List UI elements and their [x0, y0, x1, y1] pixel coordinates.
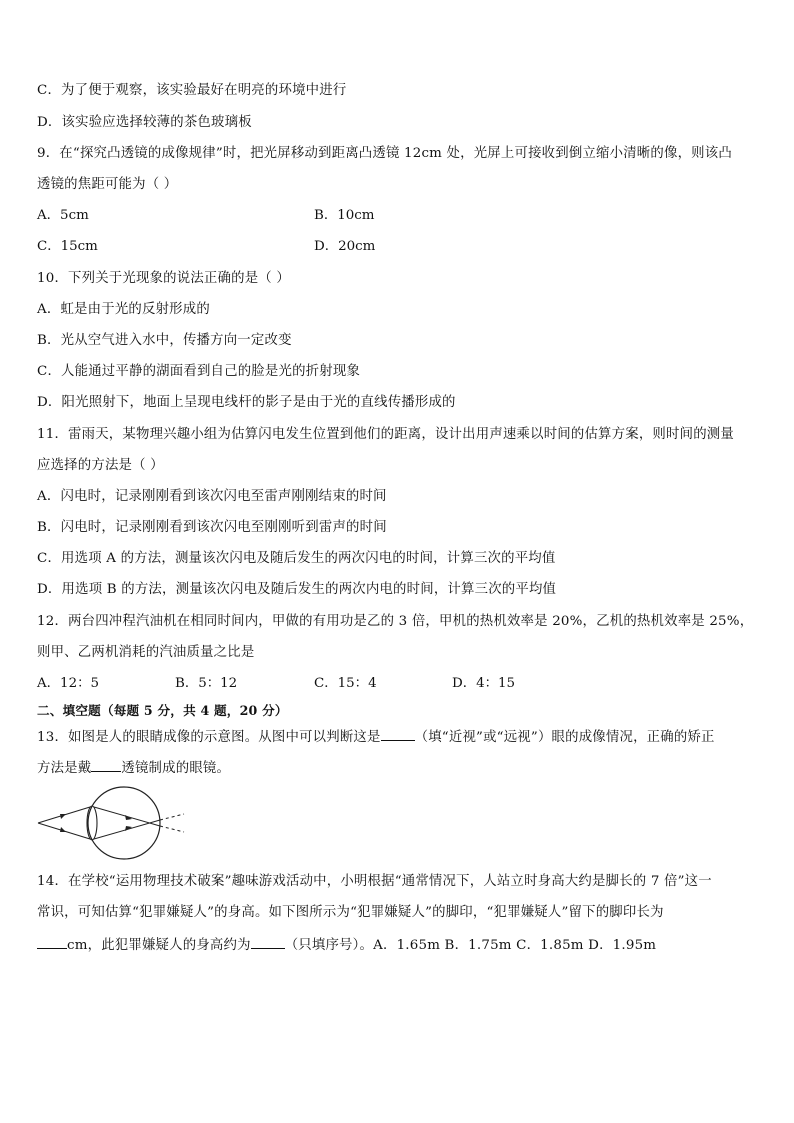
q13-text-part1: 13．如图是人的眼睛成像的示意图。从图中可以判断这是 [37, 730, 381, 745]
arrow-lower-incoming [60, 827, 66, 832]
q13-line1 [37, 728, 715, 747]
q14-blank-2[interactable] [251, 936, 285, 949]
q14-line1: 14．在学校“运用物理技术破案”趣味游戏活动中，小明根据“通常情况下，人站立时身高大约是脚长的 7 倍”这一 [37, 874, 712, 889]
q13-blank-1[interactable] [381, 728, 415, 741]
q12-stem-line1: 12．两台四冲程汽油机在相同时间内，甲做的有用功是乙的 3 倍，甲机的热机效率是 20%，乙机的热机效率是 25%， [37, 614, 754, 629]
q12-option-c: C．15：4 [314, 676, 377, 691]
q12-option-a: A．12：5 [37, 676, 100, 691]
q12-option-d: D．4：15 [452, 676, 516, 691]
q12-option-b: B．5：12 [175, 676, 238, 691]
q14-line3 [37, 936, 656, 955]
q9-option-c: C．15cm [37, 239, 98, 254]
q8-option-c: C．为了便于观察，该实验最好在明亮的环境中进行 [37, 83, 347, 98]
q13-text-part3: 方法是戴 [37, 761, 92, 776]
q9-stem-line1: 9．在“探究凸透镜的成像规律”时，把光屏移动到距离凸透镜 12cm 处，光屏上可接收到倒立缩小清晰的像，则该凸 [37, 146, 732, 161]
q13-text-part2: （填“近视”或“远视”）眼的成像情况，正确的矫正 [414, 730, 715, 745]
q13-blank-2[interactable] [91, 759, 121, 772]
ray-upper-extension [160, 826, 184, 832]
q13-line2 [37, 759, 230, 778]
q9-stem-line2: 透镜的焦距可能为（ ） [37, 177, 178, 192]
ray-lower-extension [160, 814, 184, 820]
eye-lens-diagram [36, 783, 186, 863]
q11-stem-line2: 应选择的方法是（ ） [37, 458, 164, 473]
q10-option-c: C．人能通过平静的湖面看到自己的脸是光的折射现象 [37, 364, 361, 379]
q14-text-part-b: （只填序号）。A．1.65m B．1.75m C．1.85m D．1.95m [284, 938, 657, 953]
q13-text-part4: 透镜制成的眼镜。 [121, 761, 231, 776]
q8-option-d: D．该实验应选择较薄的茶色玻璃板 [37, 115, 252, 130]
q9-option-d: D．20cm [314, 239, 376, 254]
q10-option-b: B．光从空气进入水中，传播方向一定改变 [37, 333, 292, 348]
section-heading-fill-in: 二、填空题（每题 5 分，共 4 题，20 分） [37, 703, 288, 718]
q12-stem-line2: 则甲、乙两机消耗的汽油质量之比是 [37, 645, 255, 660]
q10-stem: 10．下列关于光现象的说法正确的是（ ） [37, 271, 290, 286]
q14-text-part-a: cm，此犯罪嫌疑人的身高约为 [67, 938, 251, 953]
q9-option-b: B．10cm [314, 208, 375, 223]
q11-option-d: D．用选项 B 的方法，测量该次闪电及随后发生的两次内电的时间，计算三次的平均值 [37, 582, 557, 597]
arrow-upper-incoming [60, 814, 66, 819]
q11-option-b: B．闪电时，记录刚刚看到该次闪电至刚刚听到雷声的时间 [37, 520, 387, 535]
q9-option-a: A．5cm [37, 208, 89, 223]
q10-option-d: D．阳光照射下，地面上呈现电线杆的影子是由于光的直线传播形成的 [37, 395, 456, 410]
q11-stem-line1: 11．雷雨天，某物理兴趣小组为估算闪电发生位置到他们的距离，设计出用声速乘以时间的估算方案，则时间的测量 [37, 427, 734, 442]
q10-option-a: A．虹是由于光的反射形成的 [37, 302, 210, 317]
q11-option-c: C．用选项 A 的方法，测量该次闪电及随后发生的两次闪电的时间，计算三次的平均值 [37, 551, 556, 566]
q11-option-a: A．闪电时，记录刚刚看到该次闪电至雷声刚刚结束的时间 [37, 489, 387, 504]
q14-blank-1[interactable] [37, 936, 67, 949]
q14-line2: 常识，可知估算“犯罪嫌疑人”的身高。如下图所示为“犯罪嫌疑人”的脚印，“犯罪嫌疑人”留下的脚印长为 [37, 905, 664, 920]
